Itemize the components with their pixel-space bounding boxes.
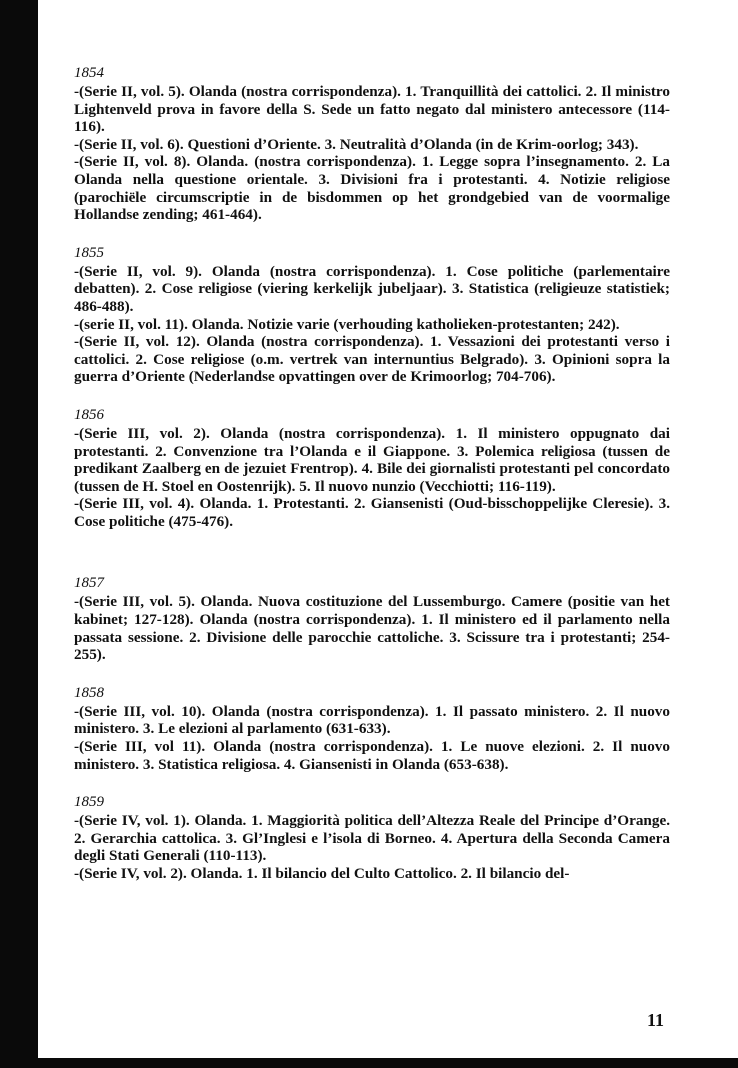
entry: -(Serie II, vol. 8). Olanda. (nostra corrispondenza). 1. Legge sopra l’insegnamento. 2. La Olanda nella questione orientale. 3. Divisioni fra i protestanti. 4. Notizie religiose (parochiële circumscriptie in de bisdommen op het grondgebied van de voormalige Hollandse zending; 461-464). (74, 153, 670, 224)
entry: -(Serie IV, vol. 1). Olanda. 1. Maggiorità politica dell’Altezza Reale del Principe d’Orange. 2. Gerarchia cattolica. 3. Gl’Inglesi e l’isola di Borneo. 4. Apertura della Seconda Camera degli Stati Generali (110-113). (74, 812, 670, 865)
entry: -(Serie III, vol. 4). Olanda. 1. Protestanti. 2. Giansenisti (Oud-bisschoppelijke Cleresie). 3. Cose politiche (475-476). (74, 495, 670, 530)
year-heading: 1854 (74, 65, 104, 81)
entry: -(Serie II, vol. 6). Questioni d’Oriente. 3. Neutralità d’Olanda (in de Krim-oorlog; 343). (74, 135, 639, 153)
year-heading: 1858 (74, 684, 104, 701)
entry: -(Serie III, vol. 2). Olanda (nostra corrispondenza). 1. Il ministero oppugnato dai protestanti. 2. Convenzione tra l’Olanda e il Giappone. 3. Polemica religiosa (tussen de predikant Zaalberg en de jezuiet Frentrop). 4. Bile dei giornalisti protestanti pel concordato (tussen de H. Stoel en Oostenrijk). 5. Il nuovo nunzio (Vecchiotti; 116-119). (74, 424, 670, 495)
entry: -(Serie II, vol. 5). Olanda (nostra corrispondenza). 1. Tranquillità dei cattolici. 2. Il ministro Lightenveld prova in favore della S. Sede un fatto negato dal ministero antecessore (114-116). (74, 83, 670, 136)
left-margin-bar (0, 0, 38, 1058)
year-heading: 1859 (74, 794, 104, 811)
document-body (74, 64, 670, 903)
section-1856 (74, 406, 670, 531)
section-1855 (74, 244, 670, 386)
entry: -(Serie III, vol 11). Olanda (nostra corrispondenza). 1. Le nuove elezioni. 2. Il nuovo ministero. 3. Statistica religiosa. 4. Giansenisti in Olanda (653-638). (74, 738, 670, 773)
section-1854 (74, 64, 670, 224)
entry: -(Serie II, vol. 12). Olanda (nostra corrispondenza). 1. Vessazioni dei protestanti verso i cattolici. 2. Cose religiose (o.m. vertrek van internuntius Belgrado). 3. Opinioni sopra la guerra d’Oriente (Nederlandse opvattingen over de Krimoorlog; 704-706). (74, 333, 670, 386)
entry: -(Serie IV, vol. 2). Olanda. 1. Il bilancio del Culto Cattolico. 2. Il bilancio del- (74, 865, 570, 882)
section-1857 (74, 574, 670, 663)
entry: -(serie II, vol. 11). Olanda. Notizie varie (verhouding katholieken-protestanten; 242). (74, 315, 620, 333)
year-heading: 1855 (74, 244, 104, 261)
section-1859 (74, 793, 670, 882)
page-number: 11 (646, 1010, 664, 1030)
entry: -(Serie III, vol. 10). Olanda (nostra corrispondenza). 1. Il passato ministero. 2. Il nuovo ministero. 3. Le elezioni al parlamento (631-633). (74, 702, 670, 738)
section-1858 (74, 684, 670, 773)
year-heading: 1857 (74, 575, 104, 592)
year-heading: 1856 (74, 406, 104, 423)
entry: -(Serie III, vol. 5). Olanda. Nuova costituzione del Lussemburgo. Camere (positie van het kabinet; 127-128). Olanda (nostra corrispondenza). 1. Il ministero ed il parlamento nella passata sessione. 2. Divisione delle parocchie cattoliche. 3. Scissure tra i protestanti; 254-255). (74, 593, 670, 664)
bottom-margin-bar (0, 1058, 738, 1068)
entry: -(Serie II, vol. 9). Olanda (nostra corrispondenza). 1. Cose politiche (parlementaire debatten). 2. Cose religiose (viering kerkelijk jubeljaar). 3. Statistica (religieuze statistiek; 486-488). (74, 262, 670, 315)
